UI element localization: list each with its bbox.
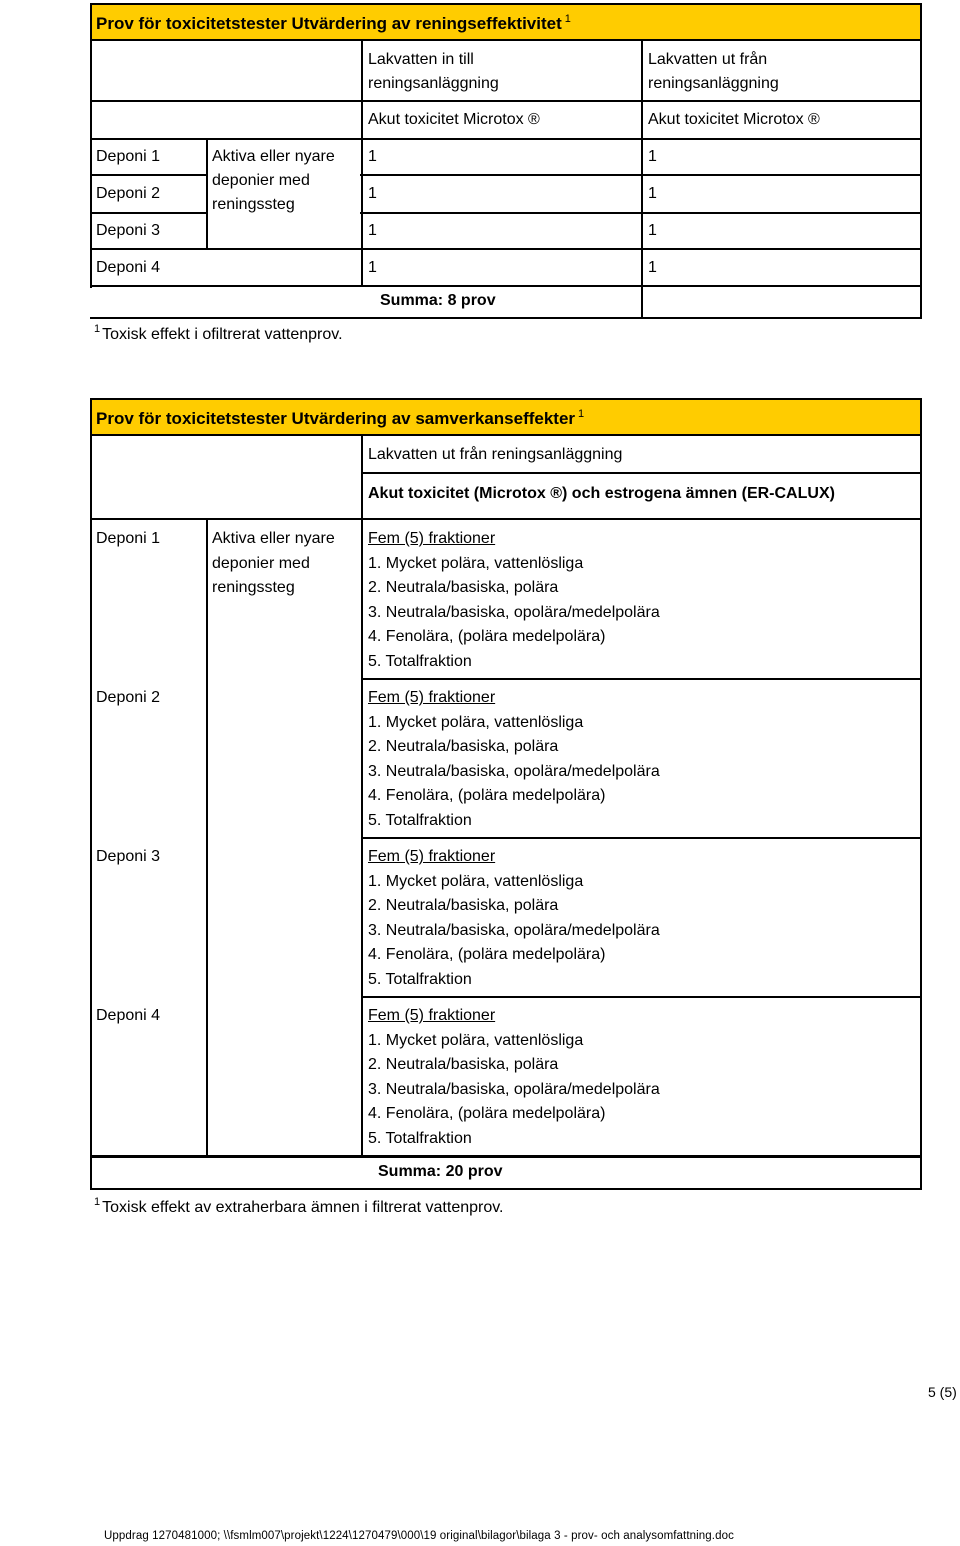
fraction-item: 1. Mycket polära, vattenlösliga [368, 713, 584, 731]
table2-title-bar [90, 398, 922, 436]
fraction-item: 3. Neutrala/basiska, opolära/medelpolära [368, 921, 660, 939]
fraction-item: 4. Fenolära, (polära medelpolära) [368, 628, 606, 645]
table1-col-in-header [368, 48, 499, 96]
table2-group-line1: Aktiva eller nyare [212, 530, 335, 547]
table1-row-in: 1 [368, 259, 377, 276]
table2-footnote [94, 1196, 504, 1217]
fractions-heading: Fem (5) fraktioner [368, 530, 496, 547]
fraction-item: 3. Neutrala/basiska, opolära/medelpolära [368, 1080, 660, 1098]
table2-col-header: Lakvatten ut från reningsanläggning [368, 446, 623, 463]
table1-row-in: 1 [368, 185, 377, 202]
fraction-item: 5. Totalfraktion [368, 811, 472, 829]
table2-sum: Summa: 20 prov [378, 1163, 503, 1180]
fraction-item: 2. Neutrala/basiska, polära [368, 738, 559, 755]
fractions-heading: Fem (5) fraktioner [368, 848, 496, 865]
table1-col-in-sub: Akut toxicitet Microtox ® [368, 111, 540, 128]
fraction-item: 2. Neutrala/basiska, polära [368, 1056, 559, 1073]
table1-col-in-line2: reningsanläggning [368, 75, 499, 92]
table1-row-name: Deponi 1 [96, 148, 161, 165]
table2-title-footnote-mark: 1 [578, 408, 585, 420]
fraction-item: 3. Neutrala/basiska, opolära/medelpolära [368, 762, 660, 780]
page-number: 5 (5) [928, 1384, 957, 1400]
fraction-item: 2. Neutrala/basiska, polära [368, 897, 559, 914]
table1-group-label [212, 145, 335, 217]
table1-group-line1: Aktiva eller nyare [212, 148, 335, 165]
table1-col-out-line1: Lakvatten ut från [648, 51, 768, 68]
table2-group-label [212, 527, 335, 601]
table1-row-name: Deponi 2 [96, 185, 161, 202]
fraction-item: 4. Fenolära, (polära medelpolära) [368, 1105, 606, 1122]
table2-row-name: Deponi 3 [96, 848, 161, 865]
table1-col-out-line2: reningsanläggning [648, 75, 779, 92]
fraction-item: 5. Totalfraktion [368, 652, 472, 670]
document-footer: Uppdrag 1270481000; \\fsmlm007\projekt\1224\1270479\000\19 original\bilagor\bilaga 3 - prov- och analysomfattning.doc [104, 1530, 734, 1542]
table2-col-sub: Akut toxicitet (Microtox ®) och estrogena ämnen (ER-CALUX) [368, 485, 835, 502]
fraction-item: 1. Mycket polära, vattenlösliga [368, 554, 584, 572]
table2-footnote-mark: 1 [94, 1196, 101, 1208]
table2-footnote-text: Toxisk effekt av extraherbara ämnen i filtrerat vattenprov. [102, 1199, 504, 1216]
table2-group-line2: deponier med [212, 554, 310, 572]
table2-title: Prov för toxicitetstester Utvärdering av samverkanseffekter [96, 409, 576, 428]
fraction-item: 4. Fenolära, (polära medelpolära) [368, 787, 606, 804]
table1-row-out: 1 [648, 222, 657, 239]
fractions-heading: Fem (5) fraktioner [368, 689, 496, 706]
table1-group-line3: reningssteg [212, 196, 295, 213]
table1-footnote-text: Toxisk effekt i ofiltrerat vattenprov. [102, 326, 343, 343]
table1-row-in: 1 [368, 222, 377, 239]
table2-fractions [368, 1004, 660, 1151]
table2-fractions [368, 845, 660, 992]
table1-footnote-mark: 1 [94, 323, 101, 335]
table1-col-in-line1: Lakvatten in till [368, 51, 474, 68]
table1-row-out: 1 [648, 259, 657, 276]
fraction-item: 2. Neutrala/basiska, polära [368, 579, 559, 596]
table1-col-out-sub: Akut toxicitet Microtox ® [648, 111, 820, 128]
fraction-item: 5. Totalfraktion [368, 1129, 472, 1147]
table1-row-out: 1 [648, 148, 657, 165]
table1-row-out: 1 [648, 185, 657, 202]
table1-footnote [94, 323, 343, 344]
table2-group-line3: reningssteg [212, 579, 295, 596]
table1-title-bar [90, 3, 922, 41]
table1-title: Prov för toxicitetstester Utvärdering av reningseffektivitet [96, 14, 562, 33]
table2-row-name: Deponi 1 [96, 530, 161, 547]
fraction-item: 1. Mycket polära, vattenlösliga [368, 1031, 584, 1049]
table1-group-line2: deponier med [212, 172, 310, 189]
table1-row-in: 1 [368, 148, 377, 165]
table1-title-footnote-mark: 1 [564, 13, 571, 25]
fraction-item: 5. Totalfraktion [368, 970, 472, 988]
table2-fractions [368, 686, 660, 833]
table2-fractions [368, 527, 660, 674]
table2-row-name: Deponi 2 [96, 689, 161, 706]
fractions-heading: Fem (5) fraktioner [368, 1007, 496, 1024]
table1-row-name: Deponi 3 [96, 222, 161, 239]
table1-col-out-header [648, 48, 779, 96]
table2-row-name: Deponi 4 [96, 1007, 161, 1024]
fraction-item: 4. Fenolära, (polära medelpolära) [368, 946, 606, 963]
table1-row-name: Deponi 4 [96, 259, 161, 276]
table1-sum: Summa: 8 prov [380, 292, 496, 309]
fraction-item: 1. Mycket polära, vattenlösliga [368, 872, 584, 890]
fraction-item: 3. Neutrala/basiska, opolära/medelpolära [368, 603, 660, 621]
